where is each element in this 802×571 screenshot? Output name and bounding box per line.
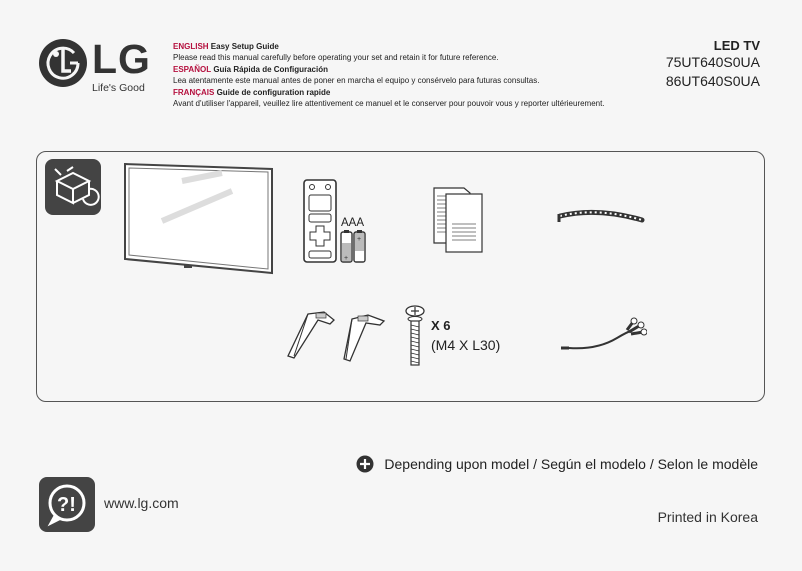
svg-text:+: +	[357, 236, 362, 243]
intro-french: FRANÇAIS Guide de configuration rapide Avant d'utiliser l'appareil, veuillez lire attentivement ce manuel et le conserver pour pouvoir vous y reporter ultérieurement.	[173, 88, 605, 108]
intro-spanish: ESPAÑOL Guía Rápida de Configuración Lea atentamente este manual antes de poner en marcha el equipo y consérvelo para futuras consultas.	[173, 65, 540, 85]
intro-english: ENGLISH Easy Setup Guide Please read this manual carefully before operating your set and retain it for future reference.	[173, 42, 499, 62]
lg-logo-word: LG	[92, 36, 151, 82]
stand-icon	[284, 310, 336, 360]
lg-tagline: Life's Good	[92, 82, 145, 94]
manual-icon	[432, 186, 484, 254]
screw-icon	[405, 305, 425, 367]
help-question-icon	[39, 477, 95, 532]
stand-icon	[340, 313, 392, 363]
model-note	[356, 455, 758, 473]
model-title: LED TV	[713, 38, 760, 53]
model-number: 86UT640S0UA	[665, 73, 760, 89]
printed-in: Printed in Korea	[657, 509, 758, 525]
lg-logo-icon	[38, 38, 88, 88]
cable-holder-icon	[557, 208, 645, 226]
package-icon	[45, 159, 101, 215]
model-note-text: Depending upon model / Según el modelo / Selon le modèle	[384, 456, 758, 472]
screw-spec: (M4 X L30)	[431, 337, 501, 353]
screw-quantity: X 6	[431, 318, 451, 333]
battery-label: AAA	[341, 217, 365, 229]
remote-control-icon	[302, 179, 338, 263]
svg-text:?!: ?!	[57, 494, 76, 516]
intro-text	[173, 42, 643, 111]
model-info	[666, 38, 760, 91]
av-cable-icon	[557, 316, 647, 354]
plus-circle-icon	[356, 455, 374, 473]
battery-icon	[339, 229, 367, 263]
svg-text:+: +	[344, 255, 349, 262]
tv-icon	[122, 161, 274, 277]
model-number: 75UT640S0UA	[665, 54, 760, 70]
website-link[interactable]: www.lg.com	[104, 495, 179, 511]
